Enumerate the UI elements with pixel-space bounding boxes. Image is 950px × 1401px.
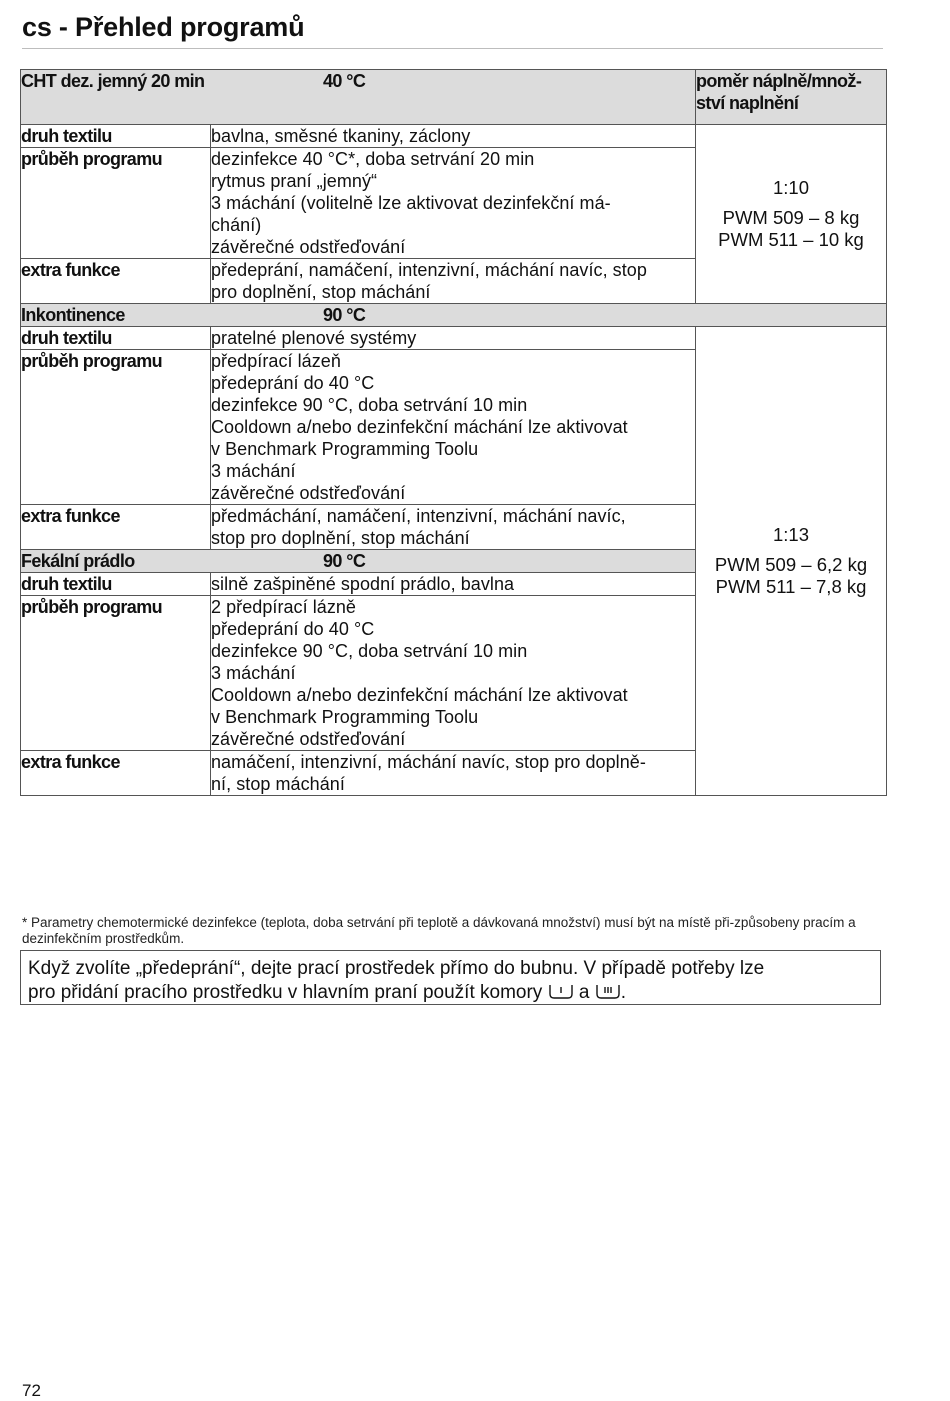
row-label: extra funkce: [21, 259, 211, 304]
page-title: cs - Přehled programů: [22, 12, 305, 42]
program-name: Inkontinence: [21, 305, 125, 325]
row-label: extra funkce: [21, 505, 211, 550]
load-ratio: 1:13: [773, 524, 810, 545]
load-ratio-cell: [696, 125, 887, 304]
note-line-2: pro přidání pracího prostředku v hlavním praní použít komory a .: [28, 982, 627, 1003]
row-label: druh textilu: [21, 573, 211, 596]
program-name: Fekální prádlo: [21, 551, 135, 571]
row-value: předpírací lázeň předeprání do 40 °C dezinfekce 90 °C, doba setrvání 10 min Cooldown a/nebo dezinfekční máchání lze aktivovat v Benchmark Programming Toolu 3 máchání závěrečné odstřeďování: [211, 350, 696, 505]
load-capacity: PWM 511 – 7,8 kg: [715, 576, 867, 597]
row-value: namáčení, intenzivní, máchání navíc, stop pro doplně- ní, stop máchání: [211, 751, 696, 796]
load-capacity: PWM 509 – 6,2 kg: [714, 554, 868, 575]
title-divider: [22, 48, 883, 49]
row-label: průběh programu: [21, 350, 211, 505]
row-label: průběh programu: [21, 596, 211, 751]
program-temperature: 40 °C: [323, 71, 366, 91]
row-value: dezinfekce 40 °C*, doba setrvání 20 min rytmus praní „jemný“ 3 máchání (volitelně lze aktivovat dezinfekční má- chání) závěrečné odstřeďování: [211, 148, 696, 259]
row-value: pratelné plenové systémy: [211, 327, 696, 350]
program-temperature: 90 °C: [323, 551, 366, 571]
row-value: předeprání, namáčení, intenzivní, máchání navíc, stop pro doplnění, stop máchání: [211, 259, 696, 304]
row-label: průběh programu: [21, 148, 211, 259]
page-number: 72: [22, 1381, 41, 1400]
note-line-1: Když zvolíte „předeprání“, dejte prací prostředek přímo do bubnu. V případě potřeby lze: [28, 958, 765, 979]
program-name: CHT dez. jemný 20 min: [21, 71, 205, 91]
row-value: předmáchání, namáčení, intenzivní, máchání navíc, stop pro doplnění, stop máchání: [211, 505, 696, 550]
row-value: bavlna, směsné tkaniny, záclony: [211, 125, 696, 148]
footnote: * Parametry chemotermické dezinfekce (teplota, doba setrvání při teplotě a dávkovaná množství) musí být na místě při-způsobeny pracím a dezinfekčním prostředkům.: [22, 915, 856, 946]
table-row: [21, 327, 887, 350]
table-row: [21, 125, 887, 148]
load-capacity: PWM 509 – 8 kg: [722, 207, 860, 228]
program-header-cht: [21, 70, 887, 125]
program-header-inkontinence: [21, 304, 887, 327]
load-capacity: PWM 511 – 10 kg: [718, 229, 864, 250]
note-box: [20, 950, 881, 1005]
load-ratio: 1:10: [773, 177, 810, 198]
row-label: druh textilu: [21, 327, 211, 350]
load-ratio-cell: [696, 327, 887, 796]
row-value: 2 předpírací lázně předeprání do 40 °C dezinfekce 90 °C, doba setrvání 10 min 3 máchání Cooldown a/nebo dezinfekční máchání lze aktivovat v Benchmark Programming Toolu závěrečné odstřeďování: [211, 596, 696, 751]
compartment-i-icon: [548, 984, 574, 999]
row-value: silně zašpiněné spodní prádlo, bavlna: [211, 573, 696, 596]
ratio-column-header: poměr náplně/množ- ství naplnění: [696, 70, 887, 125]
compartment-ii-icon: [595, 984, 621, 999]
row-label: extra funkce: [21, 751, 211, 796]
program-temperature: 90 °C: [323, 305, 366, 325]
program-table: [20, 69, 887, 796]
row-label: druh textilu: [21, 125, 211, 148]
